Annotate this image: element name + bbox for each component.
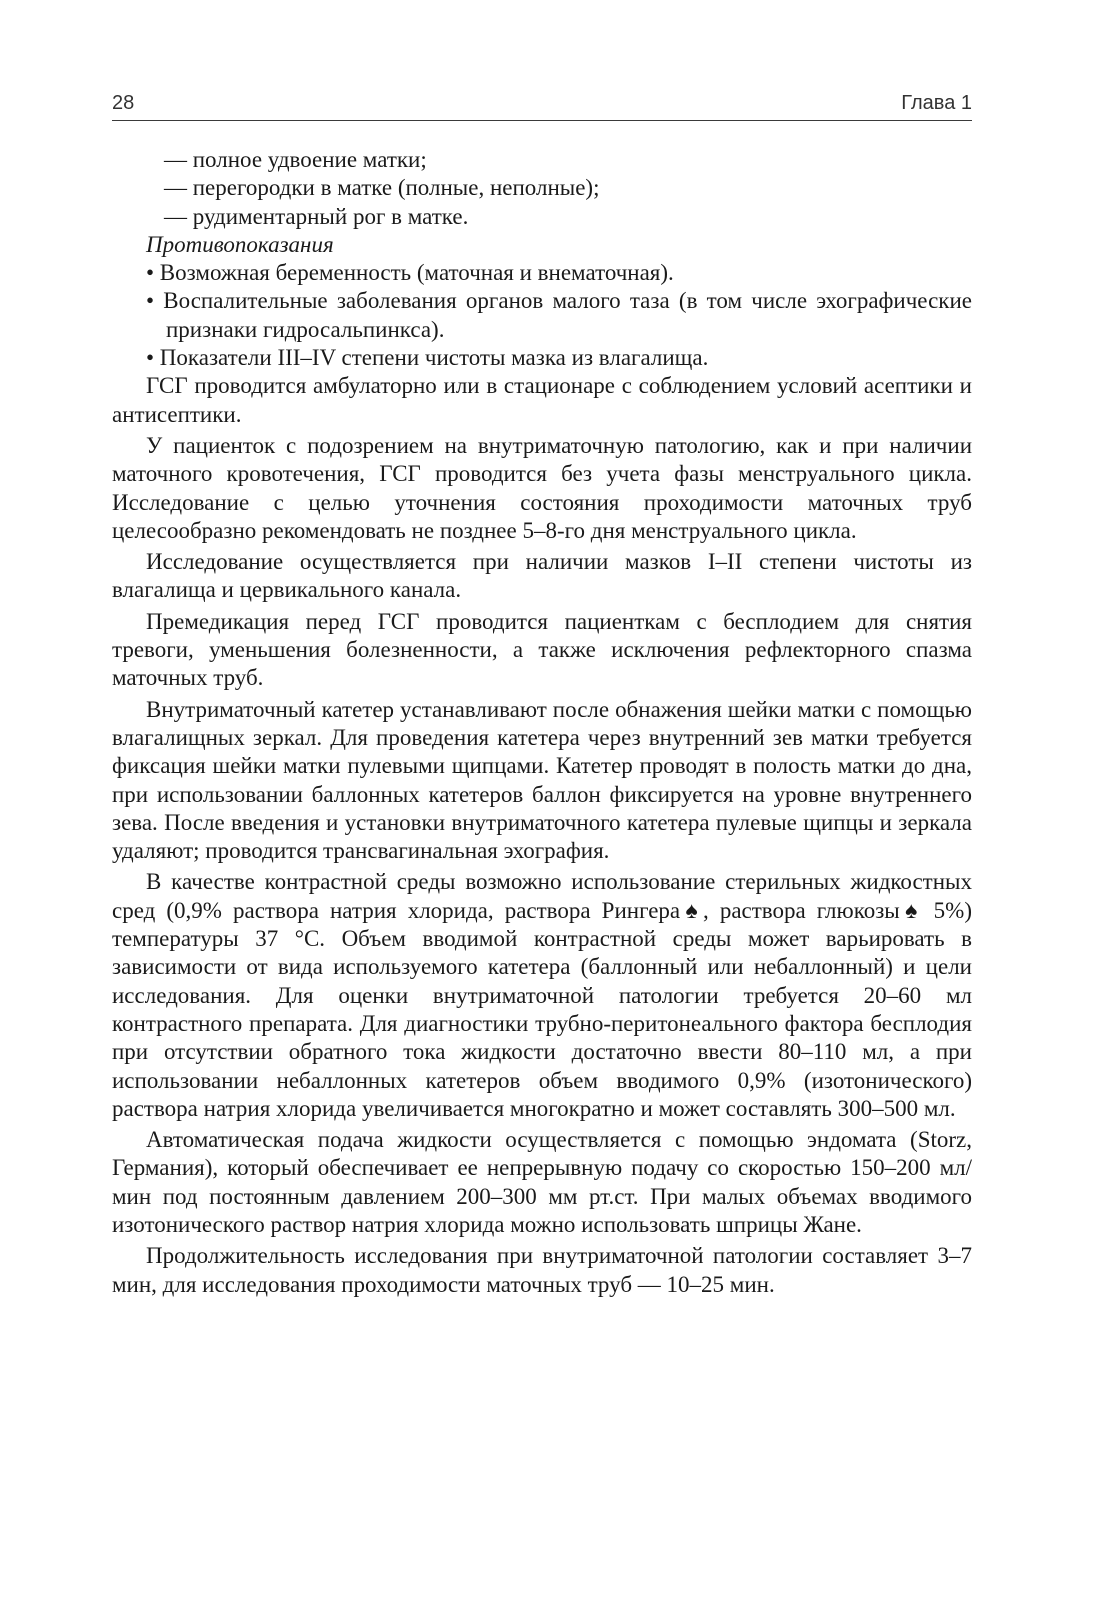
paragraph: Исследование осуществляется при наличии мазков I–II степени чистоты из влагалища и цервикального канала. xyxy=(112,549,972,603)
section-heading: Противопоказания xyxy=(146,231,334,257)
paragraph: В качестве контрастной среды возможно использование стерильных жидкостных сред (0,9% раствора натрия хлорида, раствора Рингера♠, раствора глюкозы♠ 5%) температуры 37 °С. Объем вводимой контрастной среды может варьировать в зависимости от вида используемого катетера (баллонный или небаллонный) и цели исследования. Для оценки внутриматочной патологии требуется 20–60 мл контрастного препарата. Для диагностики трубно-перитонеального фактора бесплодия при отсутствии обратного тока жидкости достаточно ввести 80–110 мл, а при использовании небаллонных катетеров объем вводимого 0,9% (изотонического) раствора натрия хлорида увеличивается многократно и может составлять 300–500 мл. xyxy=(112,869,972,1121)
dash-item: — перегородки в матке (полные, неполные); xyxy=(164,175,600,201)
page-header xyxy=(112,92,972,121)
dash-item: — полное удвоение матки; xyxy=(164,147,427,172)
bullet-item: • Показатели III–IV степени чистоты мазка из влагалища. xyxy=(146,345,709,371)
paragraph: У пациенток с подозрением на внутриматочную патологию, как и при наличии маточного кровотечения, ГСГ проводится без учета фазы менструального цикла. Исследование с целью уточнения состояния проходимости маточных труб целесообразно рекомендовать не позднее 5–8-го дня менструального цикла. xyxy=(112,432,972,543)
chapter-title: Глава 1 xyxy=(901,92,972,114)
page-body xyxy=(112,146,972,1299)
paragraph: Продолжительность исследования при внутриматочной патологии составляет 3–7 мин, для исследования проходимости маточных труб — 10–25 мин. xyxy=(112,1243,972,1297)
bullet-item: • Воспалительные заболевания органов малого таза (в том числе эхографические признаки гидросальпинкса). xyxy=(146,288,972,342)
paragraph: ГСГ проводится амбулаторно или в стационаре с соблюдением условий асептики и антисептики. xyxy=(112,373,972,427)
page-number: 28 xyxy=(112,92,135,114)
paragraph: Автоматическая подача жидкости осуществляется с помощью эндомата (Storz, Германия), который обеспечивает ее непрерывную подачу со скоростью 150–200 мл/мин под постоянным давлением 200–300 мм рт.ст. При малых объемах вводимого изотонического раствор натрия хлорида можно использовать шприцы Жане. xyxy=(112,1127,972,1237)
paragraph: Внутриматочный катетер устанавливают после обнажения шейки матки с помощью влагалищных зеркал. Для проведения катетера через внутренний зев матки требуется фиксация шейки матки пулевыми щипцами. Катетер проводят в полость матки до дна, при использовании баллонных катетеров баллон фиксируется на уровне внутреннего зева. После введения и установки внутриматочного катетера пулевые щипцы и зеркала удаляют; проводится трансвагинальная эхография. xyxy=(112,696,972,864)
bullet-item: • Возможная беременность (маточная и внематочная). xyxy=(146,260,674,286)
dash-item: — рудиментарный рог в матке. xyxy=(164,203,469,229)
paragraph: Премедикация перед ГСГ проводится пациенткам с бесплодием для снятия тревоги, уменьшения болезненности, а также исключения рефлекторного спазма маточных труб. xyxy=(112,608,972,691)
